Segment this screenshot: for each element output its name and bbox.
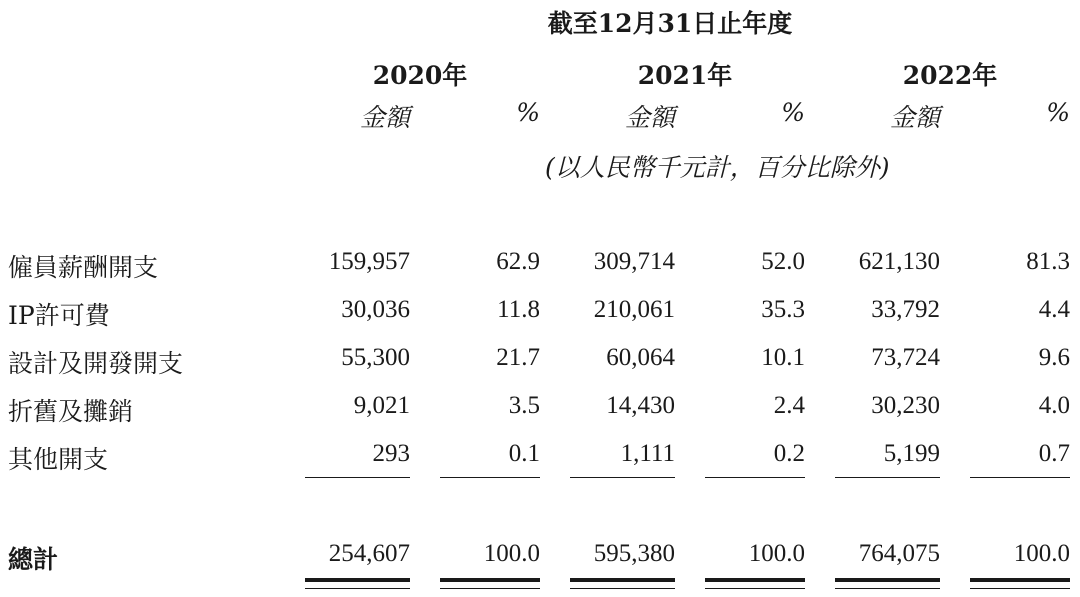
percent-2022: 81.3 — [1026, 248, 1070, 275]
total-amount-2021: 595,380 — [593, 540, 675, 567]
total-double-rule — [570, 578, 675, 589]
row-label: IP許可費 — [8, 301, 110, 330]
subtotal-rule — [835, 477, 940, 478]
amount-2021: 14,430 — [606, 392, 675, 419]
amount-heading-2022: 金額 — [889, 103, 940, 132]
year-heading-2021: 2021年 — [637, 61, 733, 90]
percent-heading-2022: % — [1046, 98, 1070, 127]
subtotal-rule — [570, 477, 675, 478]
period-heading: 截至12月31日止年度 — [547, 9, 793, 38]
percent-2020: 3.5 — [508, 392, 540, 419]
amount-2020: 55,300 — [341, 344, 410, 371]
percent-2020: 21.7 — [496, 344, 540, 371]
percent-2022: 4.0 — [1038, 392, 1070, 419]
total-double-rule — [970, 578, 1070, 589]
amount-2022: 33,792 — [871, 296, 940, 323]
total-double-rule — [305, 578, 410, 589]
amount-2020: 9,021 — [353, 392, 410, 419]
row-label: 設計及開發開支 — [8, 349, 184, 378]
percent-2022: 9.6 — [1038, 344, 1070, 371]
subtotal-rule — [970, 477, 1070, 478]
total-double-rule — [440, 578, 540, 589]
percent-2021: 35.3 — [761, 296, 805, 323]
percent-2021: 2.4 — [773, 392, 805, 419]
amount-2022: 73,724 — [871, 344, 940, 371]
subtotal-rule — [440, 477, 540, 478]
year-heading-2020: 2020年 — [372, 61, 468, 90]
amount-2021: 60,064 — [606, 344, 675, 371]
total-amount-2020: 254,607 — [328, 540, 410, 567]
percent-2021: 0.2 — [773, 440, 805, 467]
percent-2020: 62.9 — [496, 248, 540, 275]
percent-2022: 0.7 — [1038, 440, 1070, 467]
amount-2022: 30,230 — [871, 392, 940, 419]
percent-2022: 4.4 — [1038, 296, 1070, 323]
amount-2021: 309,714 — [593, 248, 675, 275]
percent-2021: 10.1 — [761, 344, 805, 371]
amount-2020: 30,036 — [341, 296, 410, 323]
row-label: 折舊及攤銷 — [8, 397, 134, 426]
percent-heading-2020: % — [516, 98, 540, 127]
amount-2021: 1,111 — [620, 440, 675, 467]
amount-heading-2021: 金額 — [624, 103, 675, 132]
percent-2021: 52.0 — [761, 248, 805, 275]
year-heading-2022: 2022年 — [902, 61, 998, 90]
subtotal-rule — [705, 477, 805, 478]
row-label: 僱員薪酬開支 — [8, 253, 159, 282]
amount-2022: 621,130 — [858, 248, 940, 275]
total-label: 總計 — [8, 545, 59, 574]
amount-2022: 5,199 — [883, 440, 940, 467]
amount-2020: 293 — [372, 440, 410, 467]
unit-note: (以人民幣千元計，百分比除外) — [545, 153, 890, 182]
percent-2020: 11.8 — [497, 296, 540, 323]
subtotal-rule — [305, 477, 410, 478]
total-percent-2022: 100.0 — [1013, 540, 1070, 567]
amount-2021: 210,061 — [593, 296, 675, 323]
total-double-rule — [835, 578, 940, 589]
total-percent-2020: 100.0 — [483, 540, 540, 567]
total-percent-2021: 100.0 — [748, 540, 805, 567]
total-double-rule — [705, 578, 805, 589]
amount-2020: 159,957 — [328, 248, 410, 275]
percent-2020: 0.1 — [508, 440, 540, 467]
total-amount-2022: 764,075 — [858, 540, 940, 567]
amount-heading-2020: 金額 — [359, 103, 410, 132]
row-label: 其他開支 — [8, 445, 109, 474]
percent-heading-2021: % — [781, 98, 805, 127]
